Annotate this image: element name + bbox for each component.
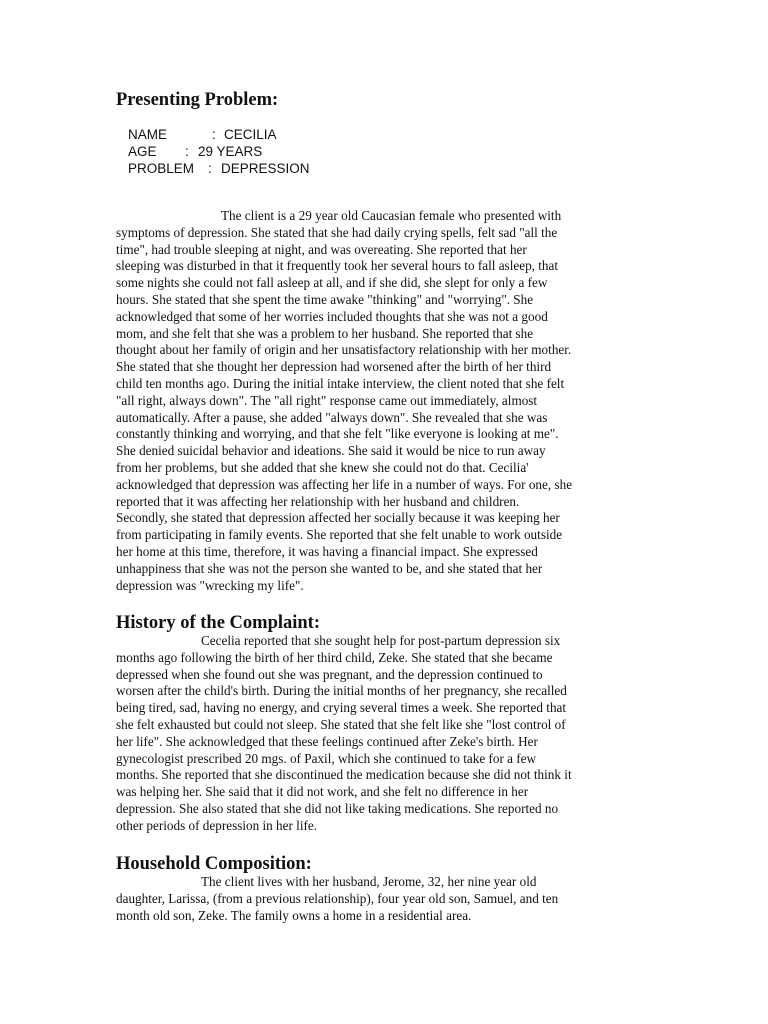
- text-line: hours. She stated that she spent the time awake "thinking" and "worrying". She: [116, 291, 534, 307]
- text-line: her home at this time, therefore, it was having a financial impact. She expressed: [116, 543, 538, 559]
- info-value: 29 YEARS: [198, 144, 263, 159]
- heading-history-of-complaint: History of the Complaint:: [116, 613, 320, 633]
- text-line: child ten months ago. During the initial intake interview, the client noted that she felt: [116, 375, 565, 391]
- text-line: month old son, Zeke. The family owns a home in a residential area.: [116, 907, 472, 923]
- text-line: acknowledged that depression was affecting her life in a number of ways. For one, she: [116, 476, 573, 492]
- client-info-block: [128, 126, 310, 177]
- heading-household-composition: Household Composition:: [116, 854, 312, 874]
- text-line: "all right, always down". The "all right" response came out immediately, almost: [116, 392, 538, 408]
- text-line: being tired, sad, having no energy, and crying several times a week. She reported that: [116, 700, 567, 716]
- text-line: her life". She acknowledged that these feelings continued after Zeke's birth. Her: [116, 733, 538, 749]
- info-row-age: [128, 143, 310, 160]
- text-line: thought about her family of origin and her unsatisfactory relationship with her mother.: [116, 342, 572, 358]
- info-value: CECILIA: [224, 127, 277, 142]
- text-line: worsen after the child's birth. During the initial months of her pregnancy, she recalled: [116, 683, 567, 699]
- text-line: time", had trouble sleeping at night, and was overeating. She reported that her: [116, 241, 527, 257]
- info-row-problem: [128, 160, 310, 177]
- presenting-problem-paragraph: [116, 208, 656, 594]
- text-line: Cecelia reported that she sought help for post-partum depression six: [201, 633, 561, 648]
- info-label: NAME: [128, 127, 168, 142]
- text-line: other periods of depression in her life.: [116, 817, 318, 833]
- info-separator: :: [208, 161, 212, 176]
- info-separator: :: [185, 144, 189, 159]
- text-line: months. She reported that she discontinued the medication because she did not think it: [116, 767, 572, 783]
- history-paragraph: [116, 633, 656, 835]
- text-line: unhappiness that she was not the person she wanted to be, and she stated that her: [116, 560, 543, 576]
- text-line: from her problems, but she added that she knew she could not do that. Cecilia': [116, 459, 529, 475]
- text-line: some nights she could not fall asleep at all, and if she did, she slept for only a few: [116, 275, 548, 291]
- text-line: sleeping was disturbed in that it frequently took her several hours to fall asleep, that: [116, 258, 559, 274]
- text-line: mom, and she felt that she was a problem to her husband. She reported that she: [116, 325, 534, 341]
- text-line: reported that it was affecting her relationship with her husband and children.: [116, 493, 520, 509]
- info-row-name: [128, 126, 310, 143]
- text-line: depression. She also stated that she did not like taking medications. She reported no: [116, 800, 559, 816]
- text-line: acknowledged that some of her worries included thoughts that she was not a good: [116, 308, 548, 324]
- text-line: Secondly, she stated that depression affected her socially because it was keeping her: [116, 510, 560, 526]
- text-line: she felt exhausted but could not sleep. She stated that she felt like she "lost control of: [116, 716, 566, 732]
- text-line: daughter, Larissa, (from a previous relationship), four year old son, Samuel, and ten: [116, 890, 559, 906]
- info-label: AGE: [128, 144, 157, 159]
- household-paragraph: [116, 874, 656, 924]
- text-line: She denied suicidal behavior and ideations. She said it would be nice to run away: [116, 443, 546, 459]
- text-line: She stated that she thought her depression had worsened after the birth of her third: [116, 359, 552, 375]
- text-line: The client lives with her husband, Jerome, 32, her nine year old: [201, 874, 537, 889]
- text-line: was helping her. She said that it did not work, and she felt no difference in her: [116, 784, 529, 800]
- text-line: depressed when she found out she was pregnant, and the depression continued to: [116, 666, 543, 682]
- text-line: gynecologist prescribed 20 mgs. of Paxil, which she continued to take for a few: [116, 750, 537, 766]
- text-line: constantly thinking and worrying, and that she felt "like everyone is looking at me".: [116, 426, 559, 442]
- heading-presenting-problem: Presenting Problem:: [116, 90, 279, 110]
- info-label: PROBLEM: [128, 161, 195, 176]
- text-line: The client is a 29 year old Caucasian female who presented with: [221, 208, 562, 223]
- info-value: DEPRESSION: [221, 161, 310, 176]
- text-line: symptoms of depression. She stated that she had daily crying spells, felt sad "all the: [116, 224, 558, 240]
- text-line: months ago following the birth of her third child, Zeke. She stated that she became: [116, 649, 553, 665]
- info-separator: :: [212, 127, 216, 142]
- text-line: depression was "wrecking my life".: [116, 577, 304, 593]
- text-line: from participating in family events. She reported that she felt unable to work outside: [116, 527, 563, 543]
- text-line: automatically. After a pause, she added "always down". She revealed that she was: [116, 409, 548, 425]
